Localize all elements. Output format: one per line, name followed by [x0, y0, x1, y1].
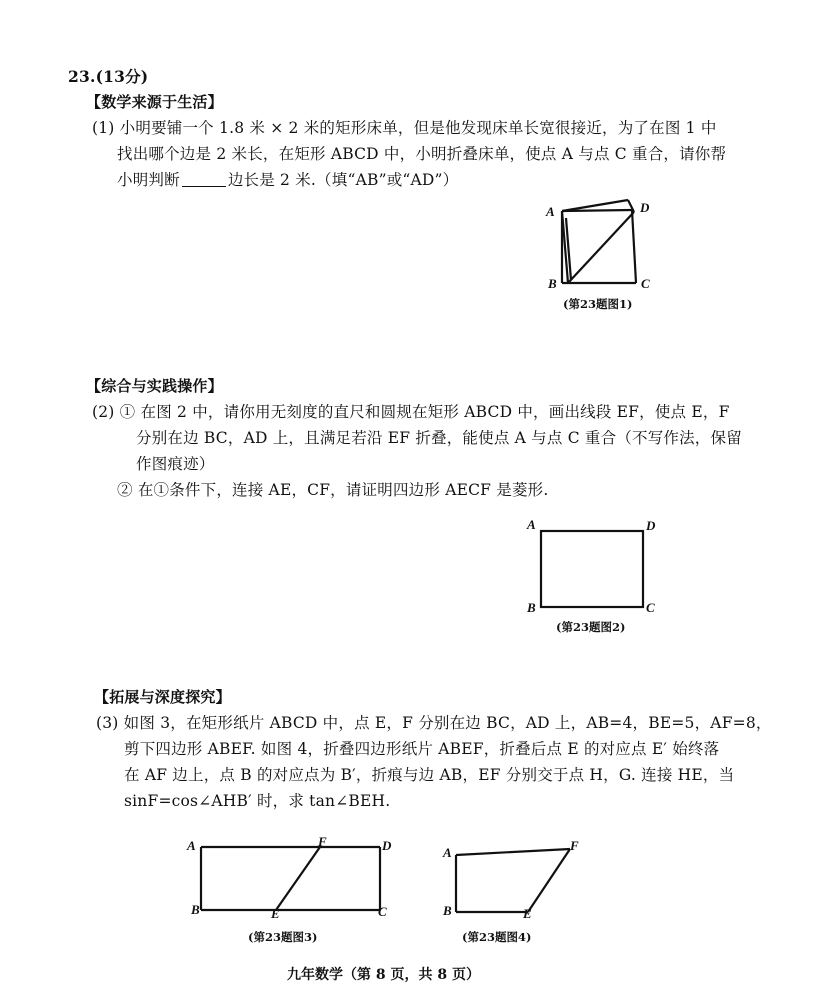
part2-line3: 作图痕迹）: [136, 455, 215, 473]
part3-line3: 在 AF 边上，点 B 的对应点为 B′，折痕与边 AB，EF 分别交于点 H，G. 连接 HE，当: [124, 766, 735, 784]
fig4-label-b: B: [443, 903, 452, 918]
fig3-label-b: B: [191, 902, 200, 917]
fig3-label-e: E: [271, 906, 280, 921]
fig2-label-c: C: [646, 600, 655, 615]
question-points: (13分): [95, 67, 149, 86]
section-practice-heading: 【综合与实践操作】: [86, 377, 223, 395]
part2-line2: 分别在边 BC，AD 上，且满足若沿 EF 折叠，能使点 A 与点 C 重合（不写作法，保留: [136, 429, 742, 447]
part2-line1: (2) ① 在图 2 中，请你用无刻度的直尺和圆规在矩形 ABCD 中，画出线段 EF，使点 E，F: [92, 403, 730, 421]
fig2-caption: (第23题图2): [556, 620, 626, 634]
part1-line3-start: 小明判断: [117, 171, 180, 189]
fig4-label-e: E: [523, 906, 532, 921]
fig1-label-c: C: [641, 276, 650, 291]
fig1-label-b: B: [548, 276, 557, 291]
part3-line4: sinF=cos∠AHB′ 时，求 tan∠BEH.: [124, 792, 391, 810]
fig3-label-a: A: [187, 838, 196, 853]
section-life-heading: 【数学来源于生活】: [86, 93, 223, 111]
part1-line1: (1) 小明要铺一个 1.8 米 × 2 米的矩形床单，但是他发现床单长宽很接近，为了在图 1 中: [92, 119, 717, 137]
fig1-label-a: A: [546, 204, 555, 219]
part3-line1: (3) 如图 3，在矩形纸片 ABCD 中，点 E，F 分别在边 BC，AD 上，AB=4，BE=5，AF=8，: [96, 714, 772, 732]
fig4-label-f: F: [570, 838, 579, 853]
part1-line3: [117, 167, 458, 193]
page-footer: 九年数学（第 8 页，共 8 页）: [287, 967, 480, 983]
answer-blank[interactable]: [182, 171, 226, 187]
fig1-label-d: D: [640, 200, 650, 215]
question-number: [68, 64, 148, 90]
fig4-label-a: A: [443, 845, 452, 860]
fig3-caption: (第23题图3): [248, 930, 318, 944]
section-explore-heading: 【拓展与深度探究】: [94, 688, 231, 706]
fig3-label-d: D: [382, 838, 392, 853]
question-number-label: 23.: [68, 67, 96, 86]
fig3-label-c: C: [378, 904, 387, 919]
part2-line4: ② 在①条件下，连接 AE，CF，请证明四边形 AECF 是菱形.: [117, 481, 549, 499]
fig1-caption: (第23题图1): [563, 297, 633, 311]
part1-line3-end: 边长是 2 米.（填“AB”或“AD”）: [227, 171, 459, 189]
fig2-label-b: B: [527, 600, 536, 615]
fig2-label-d: D: [646, 518, 656, 533]
fig3-label-f: F: [318, 834, 327, 849]
fig4-caption: (第23题图4): [462, 930, 532, 944]
fig2-label-a: A: [527, 517, 536, 532]
part1-line2: 找出哪个边是 2 米长，在矩形 ABCD 中，小明折叠床单，使点 A 与点 C 重合，请你帮: [117, 145, 727, 163]
part3-line2: 剪下四边形 ABEF. 如图 4，折叠四边形纸片 ABEF，折叠后点 E 的对应点 E′ 始终落: [124, 740, 720, 758]
